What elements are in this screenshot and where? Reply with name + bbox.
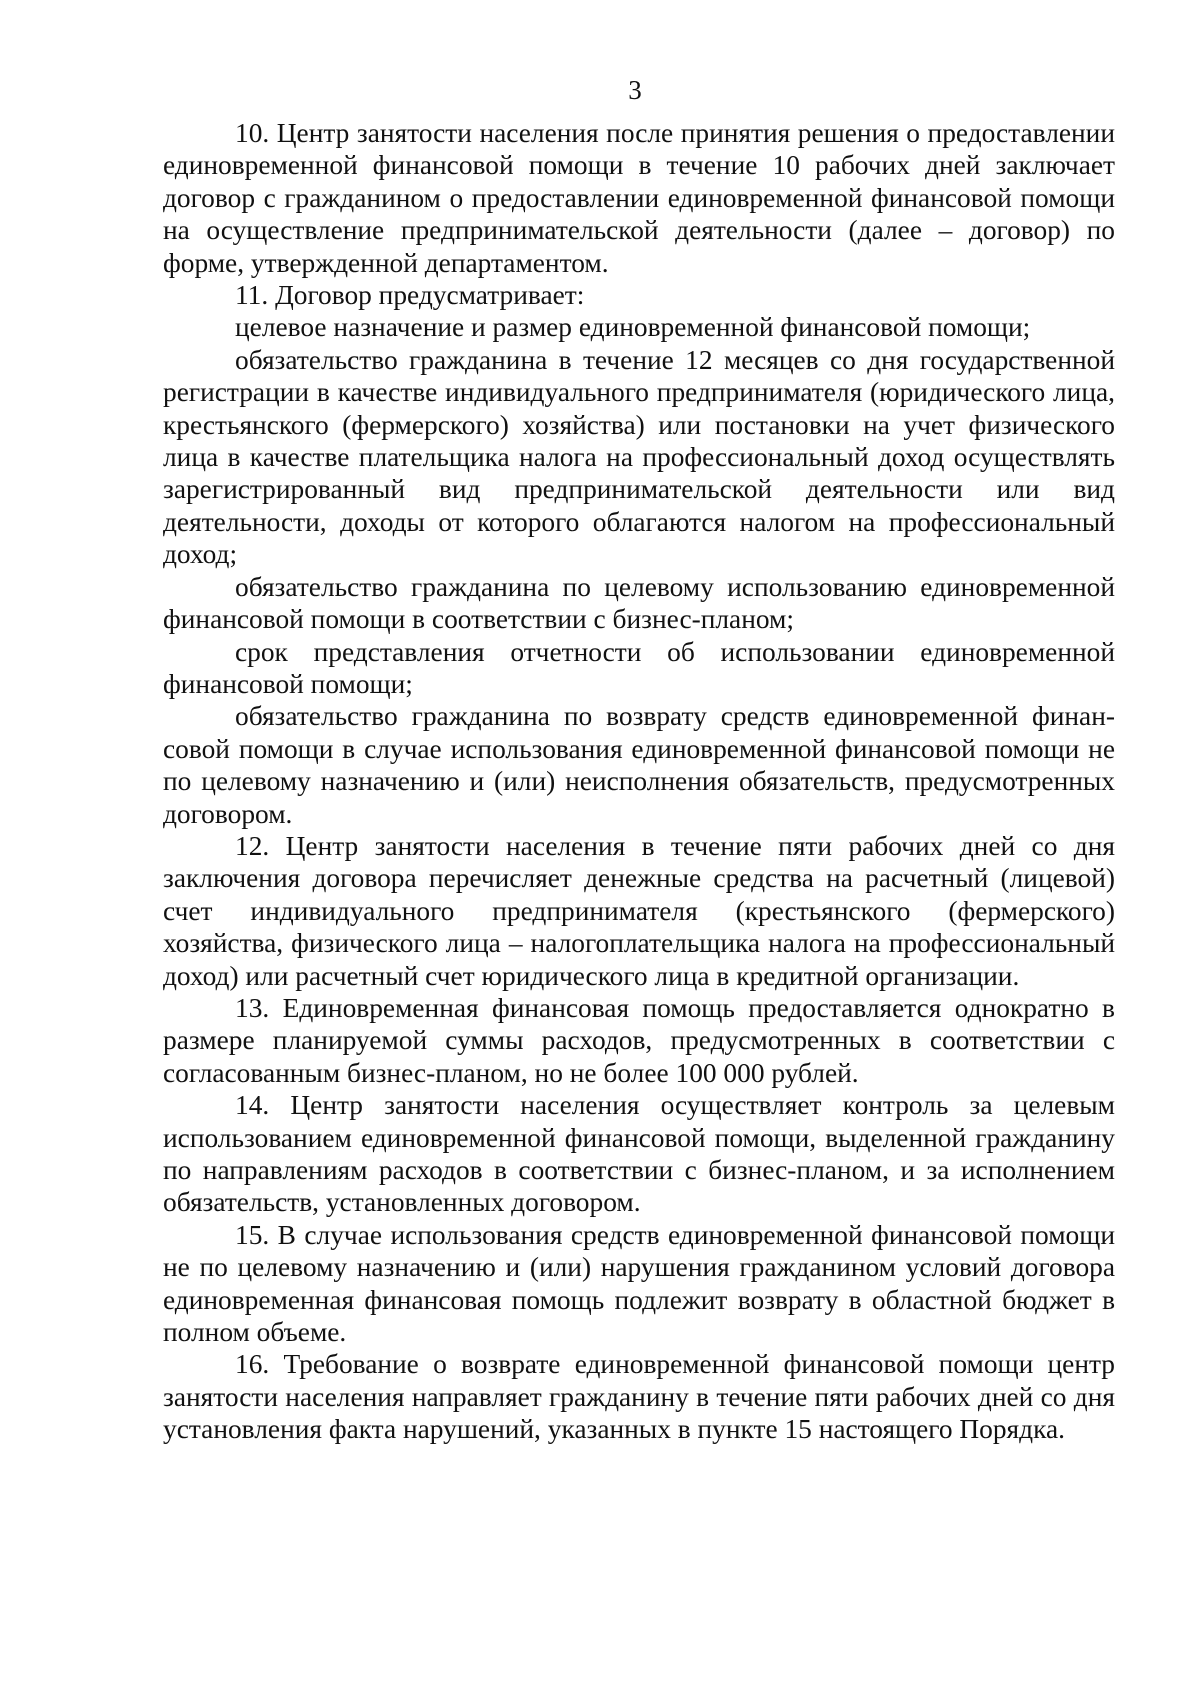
paragraph-12: 12. Центр занятости населения в течение пяти рабочих дней со дня заключения договора перечисляет денежные средства на расчетный (лицевой) счет индивидуального предпринимателя (крестьянского (фермерского) хозяйства, физического лица – налогоплательщика налога на профессиональный доход) или расчетный счет юридического лица в кредитной организации. — [163, 830, 1115, 991]
paragraph-11: 11. Договор предусматривает: — [235, 280, 585, 311]
paragraph-10: 10. Центр занятости населения после принятия решения о предоставлении единовременной финансовой помощи в течение 10 рабочих дней заключает договор с гражданином о предоставлении единовременной финансовой помощи на осуществление предпринимательской деятельности (далее – договор) по форме, утвержденной департаментом. — [163, 118, 1115, 278]
paragraph-14: 14. Центр занятости населения осуществляет контроль за целевым использованием единовременной финансовой помощи, выделенной гражданину по направлениям расходов в соответствии с бизнес-планом, и за исполнением обязательств, установленных договором. — [163, 1090, 1115, 1218]
paragraph-11-item-purpose: целевое назначение и размер единовременной финансовой помощи; — [235, 312, 1031, 343]
paragraph-16: 16. Требование о возврате единовременной финансовой помощи центр занятости населения направляет гражданину в течение пяти рабочих дней со дня установления факта нарушений, указанных в пункте 15 настоящего Порядка. — [163, 1349, 1115, 1445]
paragraph-15: 15. В случае использования средств единовременной финансовой помощи не по целевому назначению и (или) нарушения гражданином условий договора единовременная финансовая помощь подлежит возврату в областной бюджет в полном объеме. — [163, 1219, 1115, 1348]
paragraph-11-item-obligation-activity: обязательство гражданина в течение 12 месяцев со дня государственной регистрации в качестве индивидуального предпринимателя (юридического лица, крестьянского (фермерского) хозяйства) или постановки на учет физического лица в качестве плательщика налога на профессиональный доход осуществлять зарегистрированный вид предпринимательской деятельности или вид деятельности, доходы от которого облагаются налогом на профессиональный доход; — [163, 344, 1115, 570]
paragraph-11-item-obligation-return: обязательство гражданина по возврату средств единовременной финансовой помощи в случае использования единовременной финансовой помощи не по целевому назначению и (или) неисполнения обязательств, предусмотренных договором. — [163, 701, 1115, 829]
paragraph-11-item-obligation-use: обязательство гражданина по целевому использованию единовременной финансовой помощи в соответствии с бизнес-планом; — [163, 571, 1115, 635]
paragraph-11-item-reporting: срок представления отчетности об использовании единовременной финансовой помощи; — [163, 636, 1115, 699]
document-body — [163, 117, 1115, 1446]
page-number: 3 — [628, 75, 642, 105]
paragraph-13: 13. Единовременная финансовая помощь предоставляется однократно в размере планируемой суммы расходов, предусмотренных в соответствии с согласованным бизнес-планом, но не более 100 000 рублей. — [163, 992, 1115, 1088]
